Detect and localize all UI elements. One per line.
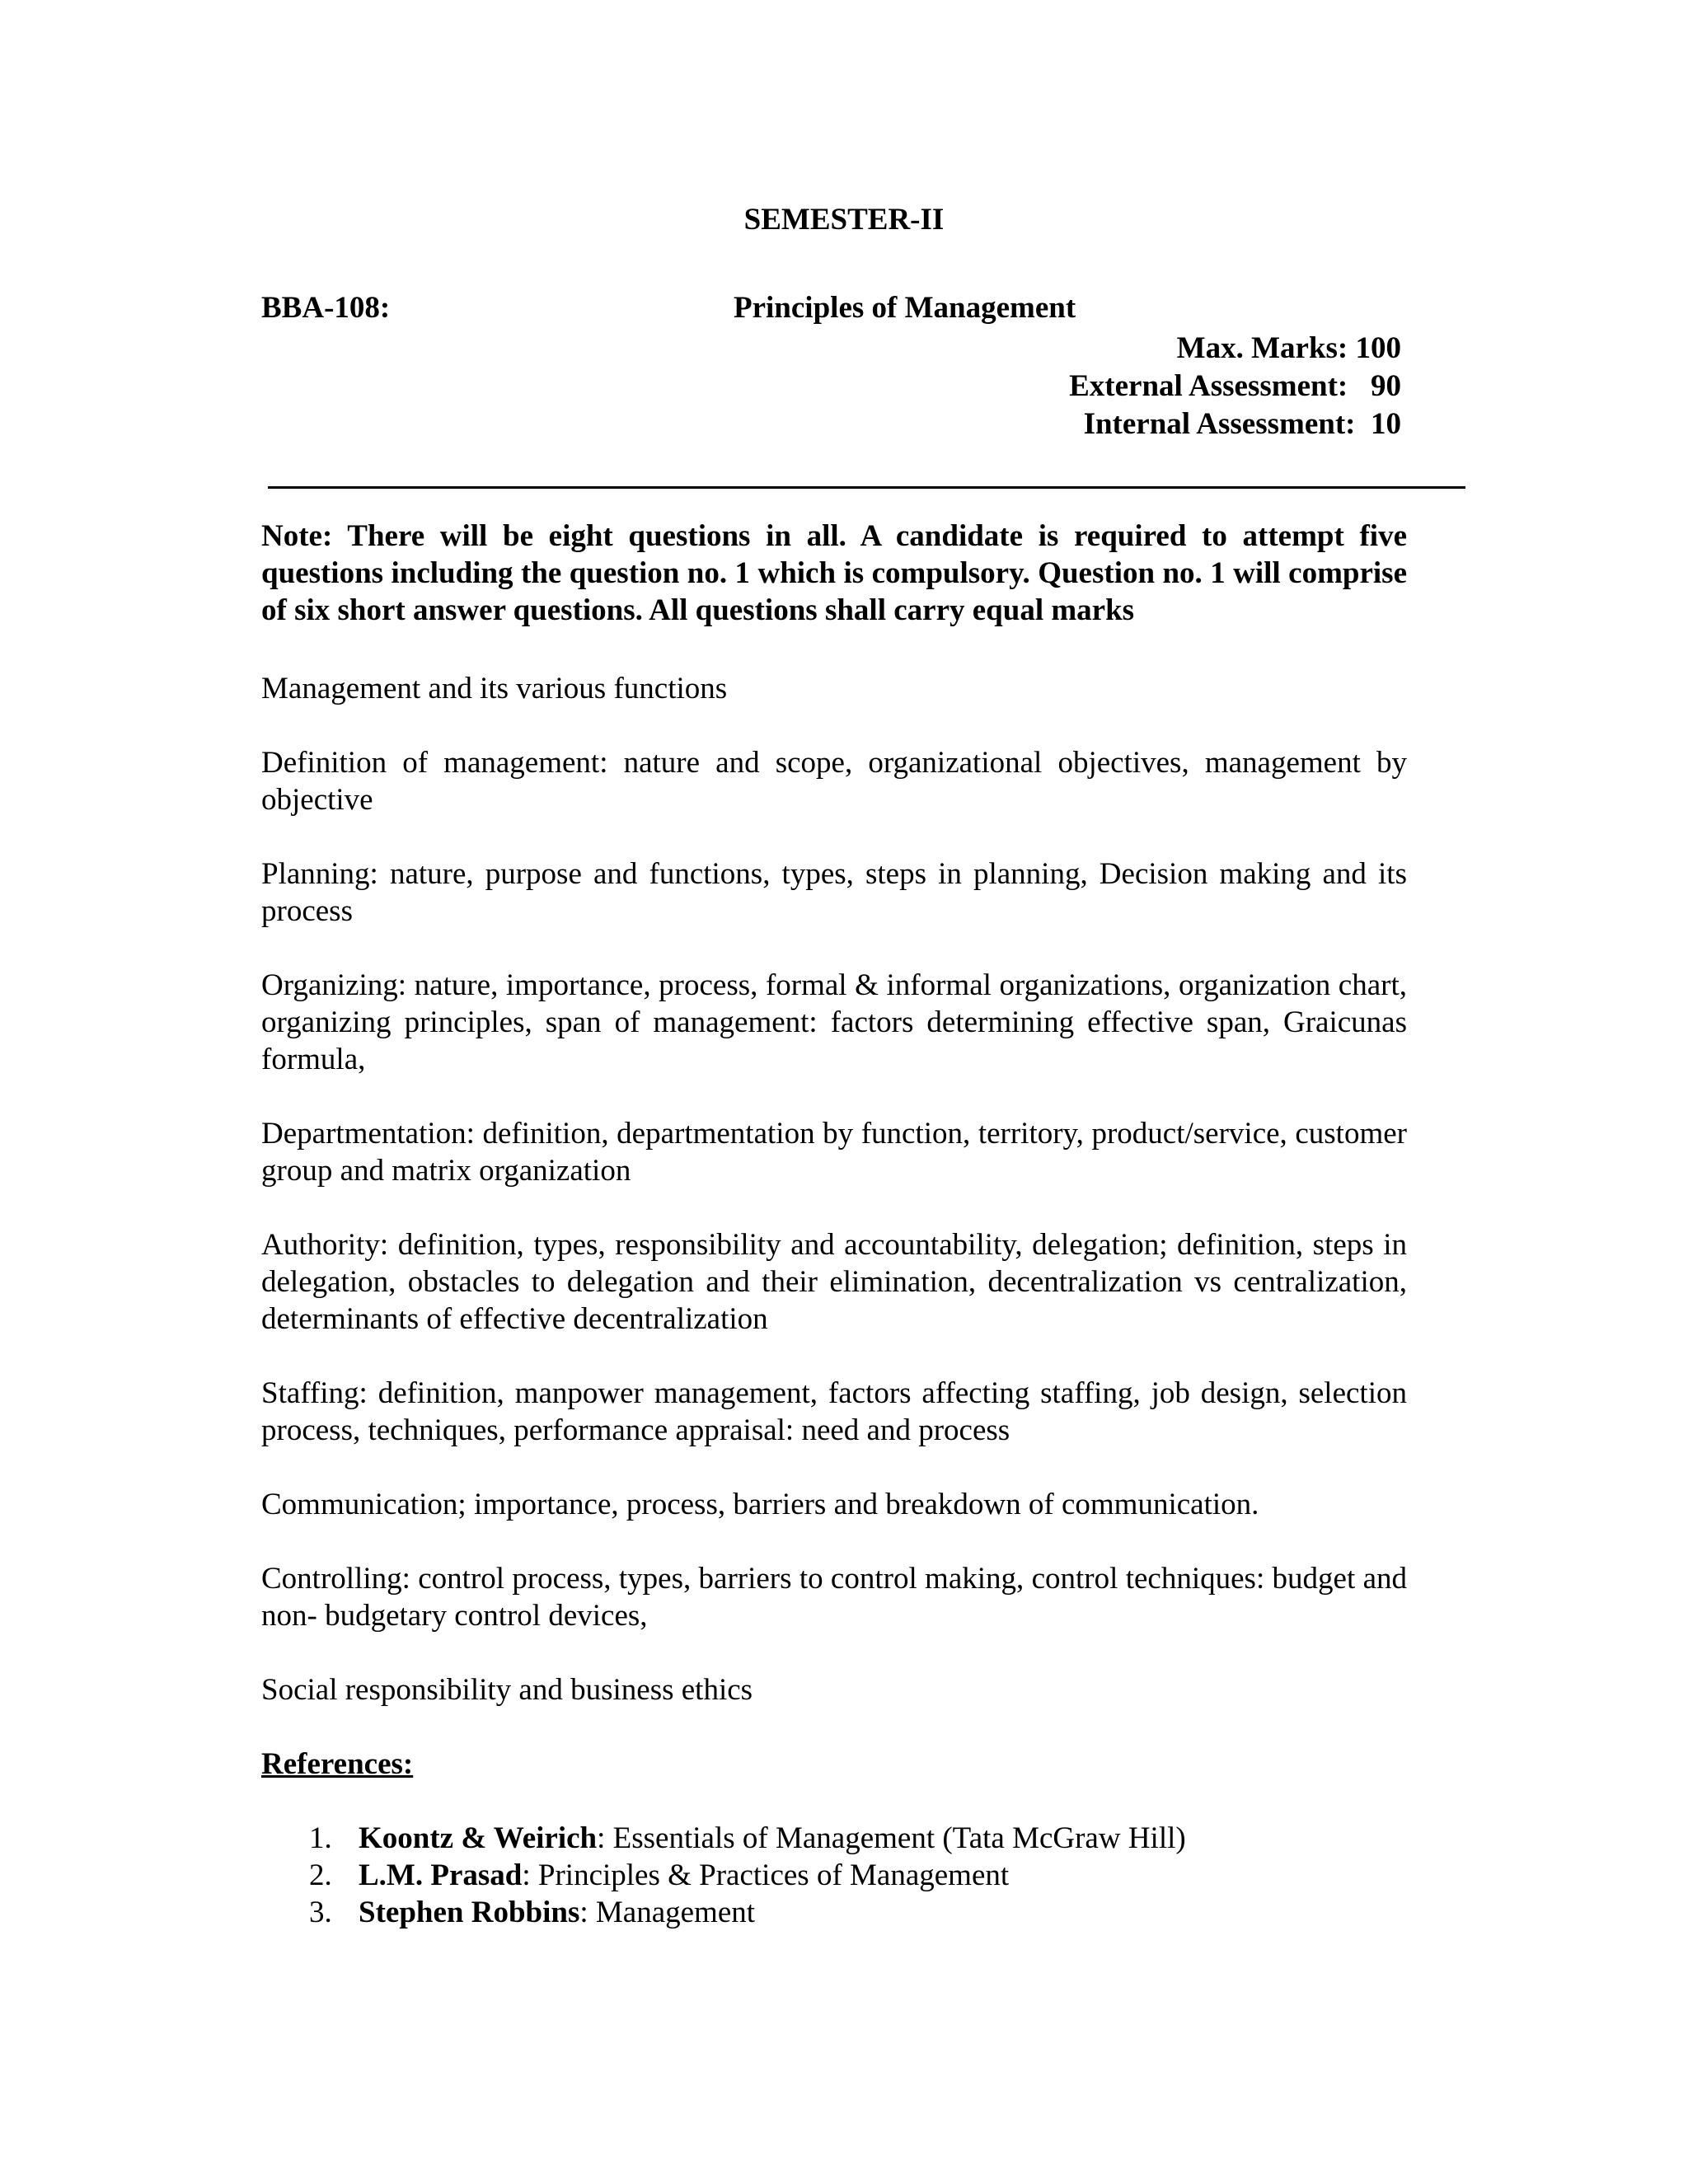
reference-title: : Essentials of Management (Tata McGraw Hill) (597, 1821, 1186, 1855)
header-divider (268, 486, 1465, 489)
internal-assessment: Internal Assessment: 10 (1083, 407, 1401, 441)
reference-author: Koontz & Weirich (359, 1821, 598, 1855)
reference-author: L.M. Prasad (359, 1858, 523, 1892)
topic-item: Authority: definition, types, responsibility and accountability, delegation; definition, steps in delegation, obstacles to delegation and their elimination, decentralization vs centralization, determinants of effective decentralization (261, 1228, 1407, 1336)
reference-author: Stephen Robbins (359, 1896, 580, 1929)
topic-item: Social responsibility and business ethics (261, 1673, 753, 1707)
reference-item (261, 1857, 1407, 1894)
syllabus-content (261, 518, 1407, 1931)
exam-note: Note: There will be eight questions in all. A candidate is required to attempt five questions including the question no. 1 which is compulsory. Question no. 1 will comprise of six short answer questions. All questions shall carry equal marks (261, 519, 1407, 627)
reference-number: 2. (309, 1858, 332, 1892)
course-code: BBA-108: (261, 291, 391, 325)
topic-item: Communication; importance, process, barriers and breakdown of communication. (261, 1488, 1259, 1521)
max-marks: Max. Marks: 100 (1176, 331, 1401, 365)
reference-title: : Principles & Practices of Management (522, 1858, 1010, 1892)
semester-heading: SEMESTER-II (743, 203, 945, 237)
reference-item (261, 1820, 1407, 1857)
references-heading: References: (261, 1747, 414, 1781)
reference-number: 1. (309, 1821, 332, 1855)
course-title: Principles of Management (734, 291, 1076, 325)
topic-item: Staffing: definition, manpower management, factors affecting staffing, job design, selection process, techniques, performance appraisal: need and process (261, 1376, 1407, 1447)
references-list (261, 1820, 1407, 1931)
topic-item: Departmentation: definition, departmentation by function, territory, product/service, customer group and matrix organization (261, 1117, 1407, 1188)
marks-block (1069, 330, 1401, 443)
topic-item: Definition of management: nature and scope, organizational objectives, management by objective (261, 746, 1407, 817)
reference-item (261, 1894, 1407, 1931)
topic-item: Controlling: control process, types, barriers to control making, control techniques: budget and non- budgetary control devices, (261, 1562, 1407, 1633)
reference-number: 3. (309, 1896, 332, 1929)
topic-list (261, 670, 1407, 1708)
topic-item: Planning: nature, purpose and functions, types, steps in planning, Decision making and its process (261, 857, 1407, 928)
topic-item: Management and its various functions (261, 672, 728, 705)
topic-item: Organizing: nature, importance, process, formal & informal organizations, organization chart, organizing principles, span of management: factors determining effective span, Graicunas formula, (261, 968, 1407, 1076)
external-assessment: External Assessment: 90 (1069, 369, 1401, 403)
reference-title: : Management (579, 1896, 756, 1929)
